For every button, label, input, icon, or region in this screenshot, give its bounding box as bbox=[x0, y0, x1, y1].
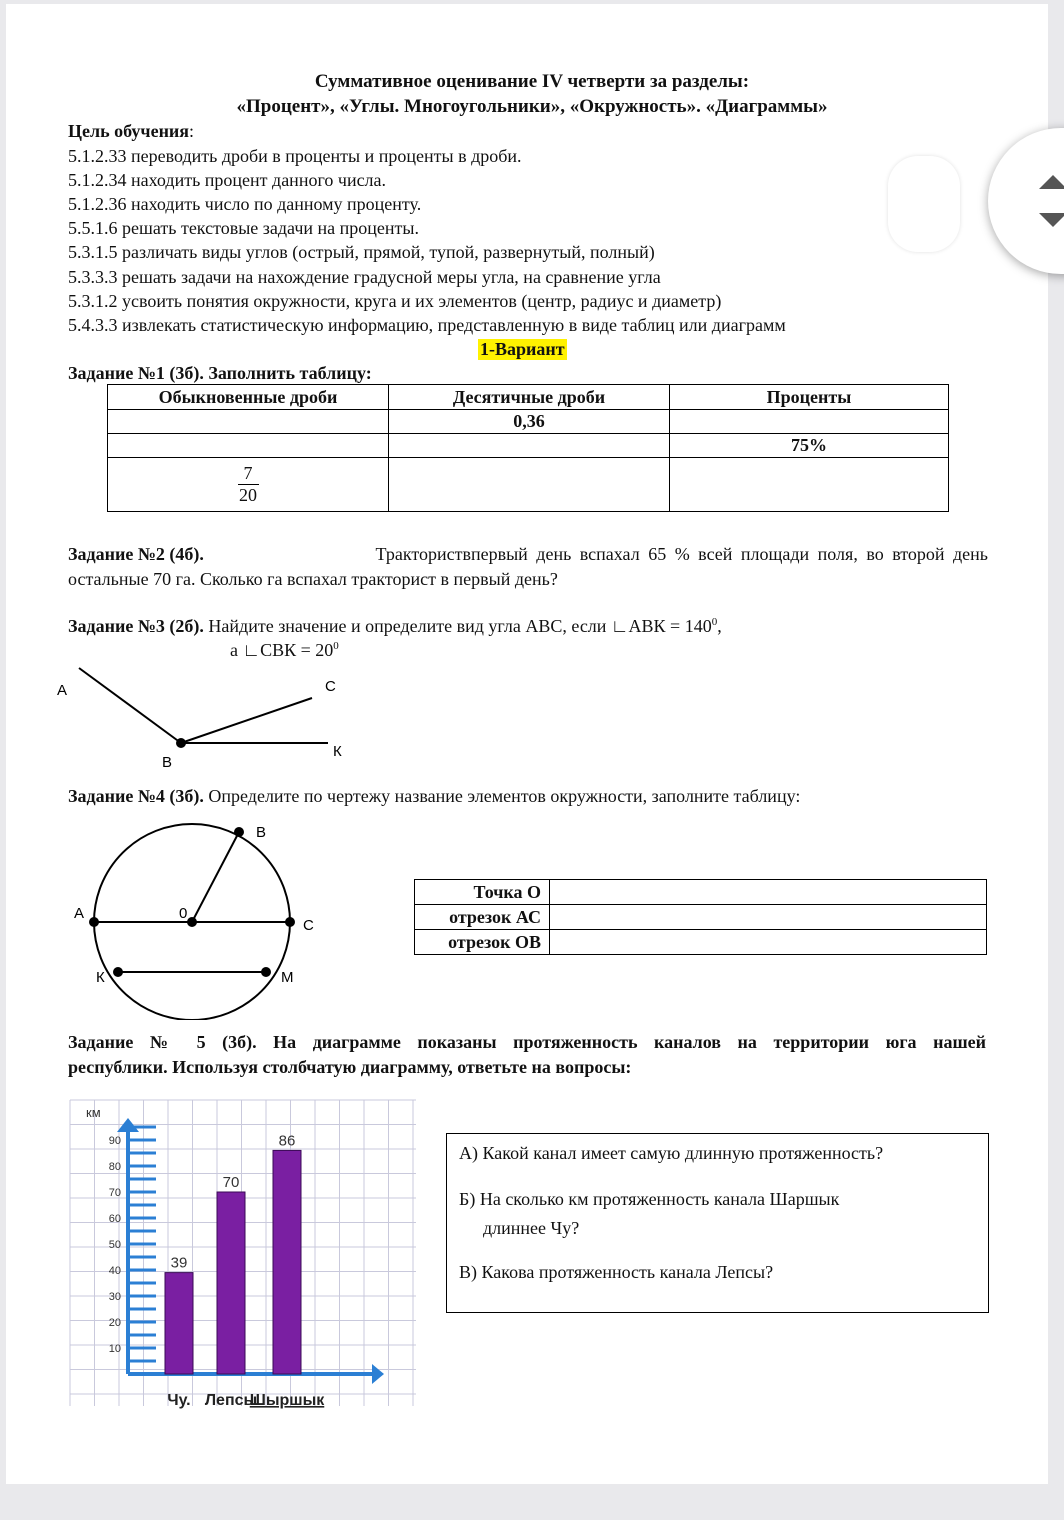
point-label-o: 0 bbox=[179, 905, 188, 922]
objective-item: 5.3.1.2 усвоить понятия окружности, круга и их элементов (центр, радиус и диаметр) bbox=[68, 291, 722, 311]
category-label: Лепсы bbox=[204, 1392, 258, 1409]
task1-heading: Задание №1 (3б). Заполнить таблицу: bbox=[68, 363, 372, 383]
objective-item: 5.3.1.5 различать виды углов (острый, прямой, тупой, развернутый, полный) bbox=[68, 242, 655, 262]
fraction bbox=[238, 463, 259, 506]
table-row bbox=[415, 905, 987, 930]
objective-item: 5.3.3.3 решать задачи на нахождение градусной меры угла, на сравнение угла bbox=[68, 267, 661, 287]
document-title-line2: «Процент», «Углы. Многоугольники», «Окружность». «Диаграммы» bbox=[236, 96, 828, 117]
angle-diagram bbox=[40, 660, 370, 775]
task5-heading: Задание № 5 (3б). На диаграмме показаны протяженность каналов на территории юга нашей республики. Используя столбчатую диаграмму, ответьте на вопросы: bbox=[68, 1032, 986, 1077]
y-tick-label: 70 bbox=[108, 1187, 121, 1199]
point-label-c: С bbox=[325, 678, 336, 695]
point-m bbox=[261, 967, 271, 977]
bar-data-label: 39 bbox=[170, 1254, 188, 1272]
task3-line2: а ∟СВК = $20^0$ bbox=[230, 640, 339, 660]
questions-box bbox=[446, 1133, 989, 1313]
y-tick-label: 10 bbox=[108, 1343, 121, 1355]
scroll-ghost-handle bbox=[888, 156, 960, 252]
point-label-m: М bbox=[281, 969, 294, 986]
task2-heading: Задание №2 (4б). bbox=[68, 544, 204, 564]
bar bbox=[217, 1192, 245, 1374]
objective-item: 5.1.2.34 находить процент данного числа. bbox=[68, 170, 387, 190]
point-b bbox=[234, 827, 244, 837]
task2-text: Тракториствпервый день вспахал 65 % всей площади поля, во второй день bbox=[375, 544, 988, 564]
column-header: Десятичные дроби bbox=[389, 385, 670, 410]
chart-ticks bbox=[109, 1127, 156, 1361]
table-row bbox=[108, 410, 949, 434]
fraction-denominator: 20 bbox=[239, 485, 257, 505]
question-b: Б) На сколько км протяженность канала Шаршык bbox=[459, 1189, 840, 1209]
column-header: Обыкновенные дроби bbox=[108, 385, 389, 410]
objectives-heading: Цель обучения: bbox=[68, 121, 195, 141]
table-cell[interactable] bbox=[670, 458, 949, 512]
table-cell[interactable] bbox=[108, 458, 389, 512]
circle-diagram bbox=[60, 810, 330, 1020]
point-c bbox=[285, 917, 295, 927]
table-cell[interactable]: 75% bbox=[670, 434, 949, 458]
point-label-b: В bbox=[162, 754, 173, 771]
answer-cell[interactable] bbox=[550, 880, 987, 905]
task1-table bbox=[107, 384, 949, 512]
bar bbox=[165, 1273, 193, 1374]
table-cell[interactable] bbox=[108, 410, 389, 434]
row-label: Точка О bbox=[415, 880, 550, 905]
objective-item: 5.4.3.3 извлекать статистическую информацию, представленную в виде таблиц или диаграмм bbox=[68, 315, 786, 335]
point-label-k: К bbox=[96, 969, 105, 986]
column-header: Проценты bbox=[670, 385, 949, 410]
objective-item: 5.1.2.36 находить число по данному проценту. bbox=[68, 194, 422, 214]
y-tick-label: 30 bbox=[108, 1291, 121, 1303]
y-tick-label: 50 bbox=[108, 1239, 121, 1251]
objective-item: 5.1.2.33 переводить дроби в проценты и проценты в дроби. bbox=[68, 146, 522, 166]
bar-data-label: 70 bbox=[222, 1174, 240, 1191]
point-o bbox=[187, 917, 197, 927]
x-axis-arrow bbox=[372, 1364, 384, 1384]
task2-text-line2: остальные 70 га. Сколько га вспахал тракторист в первый день? bbox=[68, 569, 558, 589]
ray-ba bbox=[79, 668, 181, 743]
bar-data-label: 86 bbox=[278, 1132, 296, 1150]
bar bbox=[273, 1150, 301, 1374]
table-cell[interactable] bbox=[670, 410, 949, 434]
y-tick-label: 90 bbox=[108, 1135, 121, 1147]
question-c: В) Какова протяженность канала Лепсы? bbox=[459, 1262, 774, 1282]
answer-cell[interactable] bbox=[550, 930, 987, 955]
table-cell[interactable] bbox=[108, 434, 389, 458]
scroll-arrows bbox=[1036, 171, 1064, 231]
table-cell[interactable] bbox=[389, 434, 670, 458]
point-label-b: В bbox=[256, 824, 267, 841]
task2-line1 bbox=[68, 542, 988, 567]
radius-ob bbox=[192, 832, 239, 922]
category-label: Чу. bbox=[167, 1392, 191, 1409]
scroll-up-icon[interactable] bbox=[1039, 175, 1064, 189]
category-label: Шыршык bbox=[249, 1392, 325, 1409]
y-tick-label: 20 bbox=[108, 1317, 121, 1329]
question-a: А) Какой канал имеет самую длинную протяженность? bbox=[459, 1143, 884, 1163]
fraction-numerator: 7 bbox=[238, 463, 259, 485]
task2-block bbox=[68, 542, 988, 592]
row-label: отрезок АС bbox=[415, 905, 550, 930]
y-tick-label: 60 bbox=[108, 1213, 121, 1225]
point-label-a: А bbox=[74, 905, 85, 922]
variant-label: 1-Вариант bbox=[480, 339, 565, 359]
table-row bbox=[415, 880, 987, 905]
table-row bbox=[108, 434, 949, 458]
table-cell[interactable]: 0,36 bbox=[389, 410, 670, 434]
point-k bbox=[113, 967, 123, 977]
task4-line: Задание №4 (3б). Определите по чертежу название элементов окружности, заполните таблицу: bbox=[68, 786, 801, 806]
point-a bbox=[89, 917, 99, 927]
table-row bbox=[108, 458, 949, 512]
question-b-cont: длиннее Чу? bbox=[483, 1218, 580, 1238]
table-cell[interactable] bbox=[389, 458, 670, 512]
table-row bbox=[415, 930, 987, 955]
document-title-line1: Суммативное оценивание IV четверти за разделы: bbox=[314, 71, 750, 92]
y-tick-label: 80 bbox=[108, 1161, 121, 1173]
objective-item: 5.5.1.6 решать текстовые задачи на проценты. bbox=[68, 218, 419, 238]
answer-cell[interactable] bbox=[550, 905, 987, 930]
scroll-down-icon[interactable] bbox=[1039, 213, 1064, 227]
y-axis-label: км bbox=[86, 1105, 101, 1120]
bar-chart bbox=[66, 1098, 418, 1416]
y-tick-label: 40 bbox=[108, 1265, 121, 1277]
vertex-point bbox=[176, 738, 186, 748]
table-header-row bbox=[108, 385, 949, 410]
row-label: отрезок ОВ bbox=[415, 930, 550, 955]
point-label-c: С bbox=[303, 917, 314, 934]
point-label-k: К bbox=[333, 743, 342, 760]
task4-table bbox=[414, 879, 987, 955]
point-label-a: А bbox=[57, 682, 68, 699]
ray-bc bbox=[181, 698, 312, 743]
task3-line1: Задание №3 (2б). Найдите значение и определите вид угла АВС, если ∟АВК = $140^0$, bbox=[68, 616, 722, 636]
